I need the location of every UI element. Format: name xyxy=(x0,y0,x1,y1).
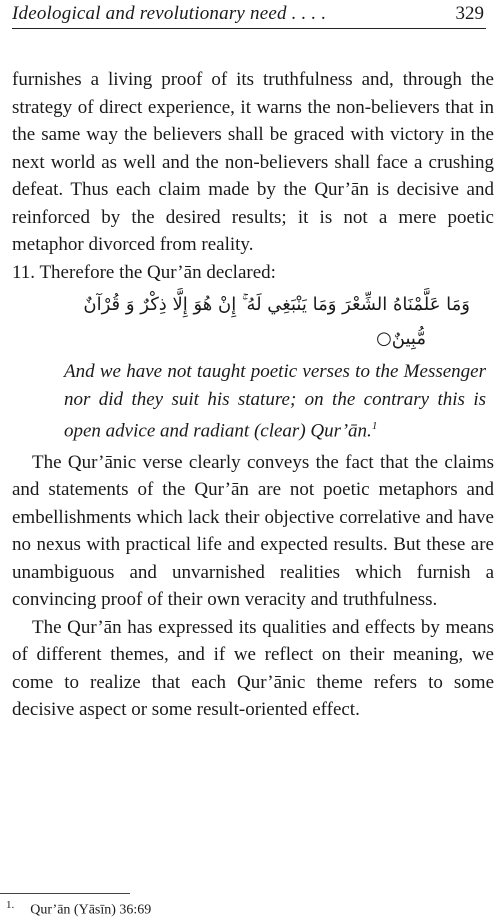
paragraph-continuation: furnishes a living proof of its truthfulness and, through the strategy of direct experience, it warns the non-believers that in the same way the believers shall be graced with victory in the next world as well and the non-believers shall face a crushing defeat. Thus each claim made by the Qur’ān is decisive and reinforced by the desired results; it is not a mere poetic metaphor divorced from reality. xyxy=(12,69,494,255)
verse-translation-text: And we have not taught poetic verses to the Messenger nor did they suit his stature; on the contrary this is open advice and radiant (clear) Qur’ān. xyxy=(64,361,486,442)
paragraph-3: The Qur’ānic verse clearly conveys the fact that the claims and statements of the Qur’ān are not poetic metaphors and embellishments which lack their objective correlative and have no nexus with practical life and expected results. But these are unambiguous and unvarnished realities which furnish a convincing proof of their own veracity and truthfulness. xyxy=(12,451,494,611)
arabic-verse-line-1: وَمَا عَلَّمْنَاهُ الشِّعْرَ وَمَا يَنْبَغِي لَهُ ۚ إِنْ هُوَ إِلَّا ذِكْرٌ وَ قُرْآنٌ xyxy=(83,294,470,315)
footnote-text: Qur’ān (Yāsīn) 36:69 xyxy=(30,902,152,918)
arabic-verse-line-2: مُّبِينٌ○ xyxy=(376,328,426,349)
footnote xyxy=(6,899,151,919)
paragraph-4: The Qur’ān has expressed its qualities and effects by means of different themes, and if we reflect on their meaning, we come to realize that each Qur’ānic theme refers to some decisive aspect or some result-oriented effect. xyxy=(12,616,494,721)
body-text xyxy=(12,66,494,724)
paragraph-numbered: 11. Therefore the Qur’ān declared: xyxy=(12,261,276,283)
running-title: Ideological and revolutionary need . . . . xyxy=(12,3,327,24)
footnote-divider xyxy=(0,893,130,894)
footnote-reference: 1 xyxy=(371,420,378,432)
page-number: 329 xyxy=(455,3,484,24)
verse-translation xyxy=(64,358,486,445)
running-header xyxy=(12,2,486,29)
footnote-number: 1. xyxy=(6,899,15,911)
